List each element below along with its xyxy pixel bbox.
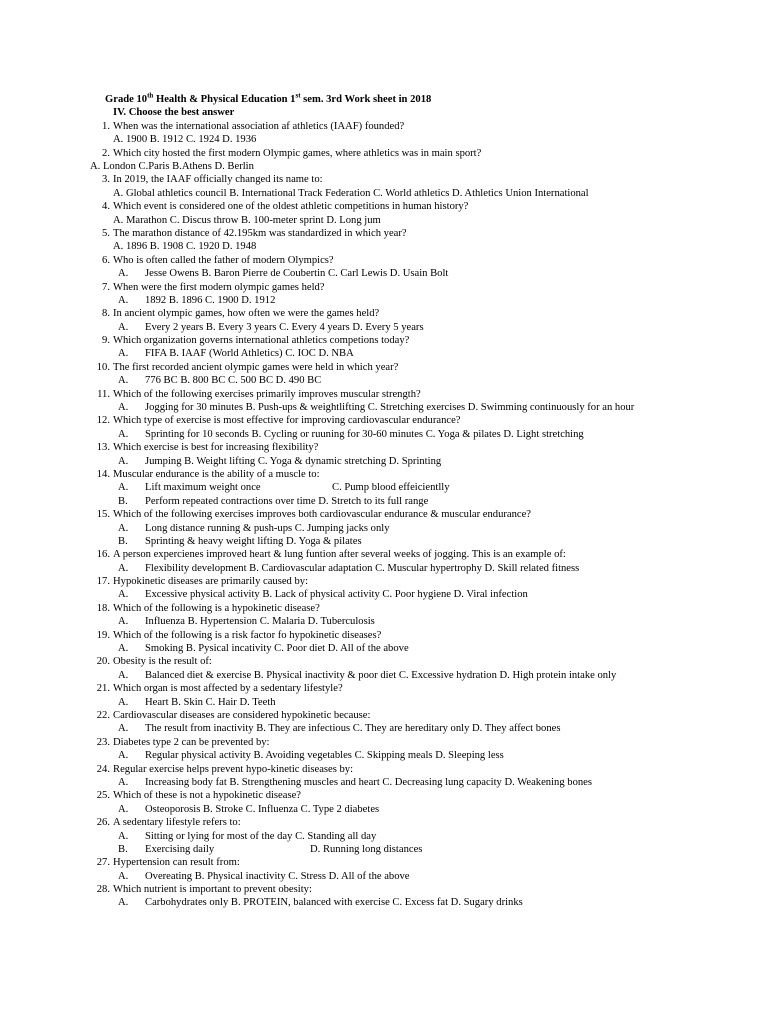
question-8-options [0,321,768,334]
question-text: Which of these is not a hypokinetic disease? [113,790,301,802]
question-number: 14. [96,468,110,480]
option-letter: A. [118,375,129,387]
question-number: 28. [96,884,110,896]
options-text: A. 1900 B. 1912 C. 1924 D. 1936 [113,134,257,146]
options-text: A. 1896 B. 1908 C. 1920 D. 1948 [113,241,257,253]
options-text: A. Global athletics council B. International Track Federation C. World athletics D. Athletics Union International [113,187,589,199]
question-19 [0,629,768,642]
question-text: Which of the following exercises improves both cardiovascular endurance & muscular endurance? [113,509,531,521]
option-letter: A. [118,294,129,306]
question-text: Which of the following is a risk factor fo hypokinetic diseases? [113,629,382,641]
question-text: Which organization governs international athletics competions today? [113,335,410,347]
question-number: 26. [96,817,110,829]
question-26 [0,816,768,829]
options-text: A. Marathon C. Discus throw B. 100-meter sprint D. Long jum [113,214,381,226]
question-7 [0,281,768,294]
question-9 [0,334,768,347]
question-7-options [0,294,768,307]
question-text: Hypertension can result from: [113,857,240,869]
question-23-options [0,749,768,762]
option-letter: A. [118,776,129,788]
option-letter: A. [118,723,129,735]
question-11-options [0,401,768,414]
options-text: Perform repeated contractions over time D. Stretch to its full range [145,495,429,507]
question-25 [0,789,768,802]
question-text: The marathon distance of 42.195km was standardized in which year? [113,227,407,239]
title-sup: th [147,91,154,100]
question-11 [0,388,768,401]
option-letter: A. [118,696,129,708]
question-number: 21. [96,683,110,695]
question-text: In ancient olympic games, how often we were the games held? [113,308,380,320]
question-4 [0,200,768,213]
question-2 [0,147,768,160]
option-letter: A. [118,428,129,440]
question-number: 3. [102,174,110,186]
option-letter: A. [118,321,129,333]
options-text: Lift maximum weight once [145,482,261,494]
title-part: Grade 10 [105,94,148,105]
question-3 [0,173,768,186]
option-letter: B. [118,843,128,855]
option-letter: A. [118,643,129,655]
question-number: 15. [96,509,110,521]
question-text: Hypokinetic diseases are primarily caused by: [113,576,309,588]
question-17 [0,575,768,588]
question-number: 25. [96,790,110,802]
options-text: The result from inactivity B. They are infectious C. They are hereditary only D. They affect bones [145,723,561,735]
question-26-options-a [0,830,768,843]
options-text: Osteoporosis B. Stroke C. Influenza C. Type 2 diabetes [145,803,380,815]
question-13 [0,441,768,454]
question-text: Cardiovascular diseases are considered hypokinetic because: [113,710,371,721]
question-5-options [0,240,768,253]
question-21-options [0,696,768,709]
question-number: 13. [96,442,110,454]
question-number: 10. [96,361,110,373]
options-text: Long distance running & push-ups C. Jumping jacks only [145,522,390,534]
question-text: Which of the following exercises primarily improves muscular strength? [113,388,421,400]
question-number: 27. [96,857,110,869]
question-text: Which exercise is best for increasing flexibility? [113,442,319,454]
question-3-options [0,187,768,200]
options-text: Overeating B. Physical inactivity C. Stress D. All of the above [145,870,410,882]
question-number: 5. [102,227,110,239]
question-number: 2. [102,147,110,159]
option-letter: A. [118,830,129,842]
question-number: 12. [96,415,110,427]
question-28-options [0,896,768,909]
worksheet-title [0,93,768,106]
options-text: 776 BC B. 800 BC C. 500 BC D. 490 BC [145,375,322,387]
question-17-options [0,588,768,601]
question-number: 17. [96,576,110,588]
question-8 [0,307,768,320]
question-14-options-a [0,481,768,494]
question-number: 9. [102,335,110,347]
question-15-options-b [0,535,768,548]
question-number: 8. [102,308,110,320]
question-text: A sedentary lifestyle refers to: [113,817,241,829]
question-number: 6. [102,254,110,266]
question-text: When were the first modern olympic games held? [113,281,325,293]
options-text: FIFA B. IAAF (World Athletics) C. IOC D. NBA [145,348,354,360]
question-25-options [0,803,768,816]
options-text: 1892 B. 1896 C. 1900 D. 1912 [145,294,276,306]
question-2-options [0,160,768,173]
options-text: Sprinting & heavy weight lifting D. Yoga & pilates [145,535,362,547]
question-16 [0,548,768,561]
option-letter: A. [118,522,129,534]
question-1 [0,120,768,133]
options-text: Exercising daily [145,843,215,855]
question-24 [0,763,768,776]
options-text: Jesse Owens B. Baron Pierre de Coubertin C. Carl Lewis D. Usain Bolt [145,268,449,280]
question-23 [0,736,768,749]
question-9-options [0,347,768,360]
question-6 [0,254,768,267]
question-text: Diabetes type 2 can be prevented by: [113,736,270,748]
question-text: Which of the following is a hypokinetic disease? [113,602,320,614]
question-18-options [0,615,768,628]
option-letter: A. [118,616,129,628]
option-letter: A. [118,348,129,360]
options-text: Every 2 years B. Every 3 years C. Every 4 years D. Every 5 years [145,321,424,333]
title-sup: st [295,91,301,100]
question-14 [0,468,768,481]
question-number: 4. [102,201,110,213]
question-number: 16. [96,549,110,561]
options-text: Excessive physical activity B. Lack of physical activity C. Poor hygiene D. Viral infection [145,589,528,601]
question-22-options [0,722,768,735]
question-text: Regular exercise helps prevent hypo-kinetic diseases by: [113,763,354,775]
option-letter: A. [118,669,129,681]
question-19-options [0,642,768,655]
question-12 [0,414,768,427]
question-text: The first recorded ancient olympic games were held in which year? [113,361,399,373]
section-heading: IV. Choose the best answer [113,107,235,119]
question-number: 11. [97,388,110,400]
title-part: Health & Physical Education 1 [153,94,296,105]
question-12-options [0,428,768,441]
question-text: Which type of exercise is most effective for improving cardiovascular endurance? [113,415,461,427]
question-text: Which nutrient is important to prevent obesity: [113,884,312,896]
question-6-options [0,267,768,280]
question-text: When was the international association af athletics (IAAF) founded? [113,120,405,132]
option-letter: A. [118,268,129,280]
question-number: 23. [96,736,110,748]
question-18 [0,602,768,615]
question-27 [0,856,768,869]
option-letter: A. [118,870,129,882]
question-10 [0,361,768,374]
question-15-options-a [0,522,768,535]
option-letter: B. [118,495,128,507]
question-number: 7. [102,281,110,293]
option-letter: A. [118,589,129,601]
question-22 [0,709,768,722]
question-27-options [0,870,768,883]
worksheet-content [0,93,768,910]
options-text: Heart B. Skin C. Hair D. Teeth [145,696,276,708]
option-letter: B. [118,535,128,547]
question-24-options [0,776,768,789]
options-text: C. Pump blood effeicientlly [332,482,450,494]
question-text: Muscular endurance is the ability of a muscle to: [113,468,320,480]
question-number: 20. [96,656,110,668]
option-letter: A. [118,402,129,414]
question-4-options [0,214,768,227]
question-text: Who is often called the father of modern Olympics? [113,254,334,266]
options-text: Jumping B. Weight lifting C. Yoga & dynamic stretching D. Sprinting [145,455,442,467]
title-part: sem. 3rd Work sheet in 2018 [300,94,432,105]
option-letter: A. [118,897,129,909]
question-21 [0,682,768,695]
question-5 [0,227,768,240]
options-text: Balanced diet & exercise B. Physical inactivity & poor diet C. Excessive hydration D. High protein intake only [145,669,617,681]
options-text: Increasing body fat B. Strengthening muscles and heart C. Decreasing lung capacity D. Weakening bones [145,776,592,788]
question-15 [0,508,768,521]
question-number: 19. [96,629,110,641]
question-14-options-b [0,495,768,508]
question-text: A person expercienes improved heart & lung funtion after several weeks of jogging. This is an example of: [113,549,566,561]
options-text: Influenza B. Hypertension C. Malaria D. Tuberculosis [145,616,375,628]
question-number: 18. [96,602,110,614]
question-1-options [0,133,768,146]
option-letter: A. [118,562,129,574]
options-text: A. London C.Paris B.Athens D. Berlin [90,160,254,172]
options-text: Flexibility development B. Cardiovascular adaptation C. Muscular hypertrophy D. Skill related fitness [145,562,580,574]
question-13-options [0,455,768,468]
question-20 [0,655,768,668]
option-letter: A. [118,750,129,762]
question-26-options-b [0,843,768,856]
question-number: 24. [96,763,110,775]
options-text: Smoking B. Pysical incativity C. Poor diet D. All of the above [145,643,409,655]
question-text: Obesity is the result of: [113,656,212,668]
question-text: Which city hosted the first modern Olympic games, where athletics was in main sport? [113,147,482,159]
question-number: 22. [96,710,110,721]
question-10-options [0,374,768,387]
options-text: D. Running long distances [310,843,423,855]
options-text: Carbohydrates only B. PROTEIN, balanced with exercise C. Excess fat D. Sugary drinks [145,897,523,909]
option-letter: A. [118,482,129,494]
option-letter: A. [118,803,129,815]
options-text: Sitting or lying for most of the day C. Standing all day [145,830,377,842]
options-text: Sprinting for 10 seconds B. Cycling or ruuning for 30-60 minutes C. Yoga & pilates D. Light stretching [145,428,584,440]
options-text: Regular physical activity B. Avoiding vegetables C. Skipping meals D. Sleeping less [145,750,504,762]
option-letter: A. [118,455,129,467]
question-28 [0,883,768,896]
question-text: Which event is considered one of the oldest athletic competitions in human history? [113,201,469,213]
options-text: Jogging for 30 minutes B. Push-ups & weightlifting C. Stretching exercises D. Swimming continuously for an hour [145,402,635,414]
question-text: Which organ is most affected by a sedentary lifestyle? [113,683,343,695]
question-text: In 2019, the IAAF officially changed its name to: [113,174,323,186]
question-16-options [0,562,768,575]
question-20-options [0,669,768,682]
question-number: 1. [102,120,110,132]
